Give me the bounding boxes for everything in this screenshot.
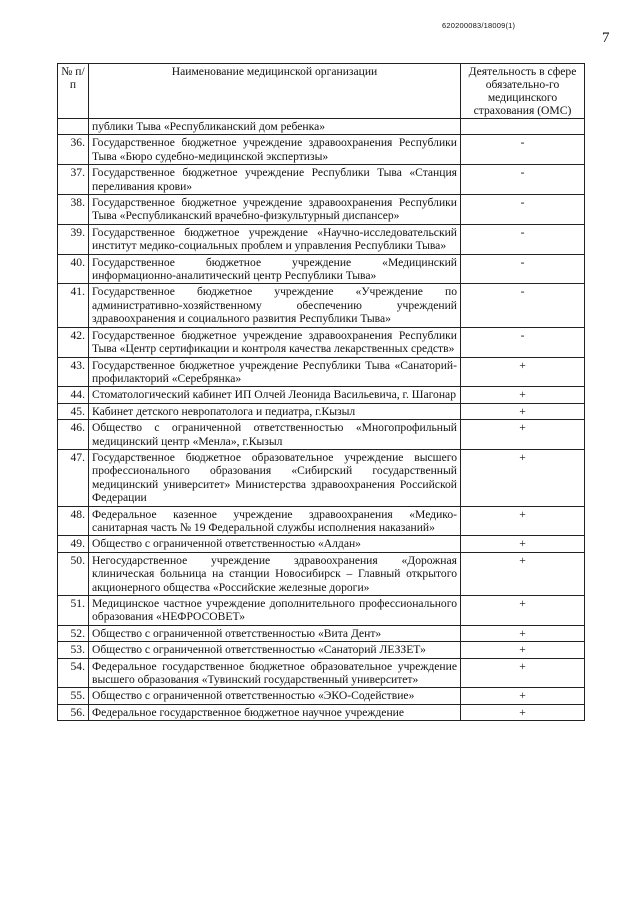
organization-name: Государственное бюджетное учреждение «Учреждение по административно-хозяйственному обеспечению учреждений здравоохранения и социального развития Республики Тыва»: [89, 284, 461, 327]
oms-status: [461, 119, 585, 135]
table-row: [58, 135, 585, 165]
row-number: 53.: [58, 642, 89, 658]
oms-status: +: [461, 449, 585, 506]
organization-name: Общество с ограниченной ответственностью «Алдан»: [89, 536, 461, 552]
organization-name: Государственное бюджетное учреждение здравоохранения Республики Тыва «Бюро судебно-медицинской экспертизы»: [89, 135, 461, 165]
organization-name: Государственное бюджетное учреждение здравоохранения Республики Тыва «Центр сертификации и контроля качества лекарственных средств»: [89, 327, 461, 357]
table-row: [58, 625, 585, 641]
table-row: [58, 403, 585, 419]
table-row: [58, 224, 585, 254]
oms-status: -: [461, 195, 585, 225]
oms-status: +: [461, 387, 585, 403]
oms-status: +: [461, 506, 585, 536]
organization-name: Медицинское частное учреждение дополнительного профессионального образования «НЕФРОСОВЕТ»: [89, 596, 461, 626]
oms-status: +: [461, 642, 585, 658]
oms-status: +: [461, 357, 585, 387]
table-row: [58, 327, 585, 357]
organization-name: Общество с ограниченной ответственностью «Многопрофильный медицинский центр «Менла», г.Кызыл: [89, 420, 461, 450]
table-row: [58, 387, 585, 403]
oms-status: -: [461, 254, 585, 284]
table-row: [58, 552, 585, 595]
row-number: 54.: [58, 658, 89, 688]
row-number: [58, 119, 89, 135]
table-row: [58, 596, 585, 626]
organization-name: Государственное бюджетное учреждение «Медицинский информационно-аналитический центр Республики Тыва»: [89, 254, 461, 284]
organization-name: Негосударственное учреждение здравоохранения «Дорожная клиническая больница на станции Новосибирск – Главный открытого акционерного общества «Российские железные дороги»: [89, 552, 461, 595]
row-number: 50.: [58, 552, 89, 595]
row-number: 47.: [58, 449, 89, 506]
oms-status: +: [461, 704, 585, 720]
column-header-oms: Деятельность в сфере обязательно-го медицинского страхования (ОМС): [461, 64, 585, 119]
oms-status: +: [461, 658, 585, 688]
organization-name: Государственное бюджетное учреждение здравоохранения Республики Тыва «Республиканский врачебно-физкультурный диспансер»: [89, 195, 461, 225]
row-number: 44.: [58, 387, 89, 403]
row-number: 49.: [58, 536, 89, 552]
row-number: 51.: [58, 596, 89, 626]
column-header-number: № п/п: [58, 64, 89, 119]
row-number: 46.: [58, 420, 89, 450]
row-number: 55.: [58, 688, 89, 704]
row-number: 45.: [58, 403, 89, 419]
table-header-row: [58, 64, 585, 119]
document-id: 620200083/18009(1): [442, 21, 516, 30]
organization-name: Общество с ограниченной ответственностью «Вита Дент»: [89, 625, 461, 641]
organization-name: Общество с ограниченной ответственностью «Санаторий ЛЕЗЗЕТ»: [89, 642, 461, 658]
oms-status: +: [461, 596, 585, 626]
oms-status: -: [461, 327, 585, 357]
row-number: 52.: [58, 625, 89, 641]
row-number: 41.: [58, 284, 89, 327]
organization-name: Государственное бюджетное образовательное учреждение высшего профессионального образования «Сибирский государственный медицинский университет» Министерства здравоохранения Российской Федерации: [89, 449, 461, 506]
organization-name: Федеральное государственное бюджетное образовательное учреждение высшего образования «Тувинский государственный университет»: [89, 658, 461, 688]
organizations-table: [57, 63, 585, 721]
column-header-name: Наименование медицинской организации: [89, 64, 461, 119]
organization-name: публики Тыва «Республиканский дом ребенка»: [89, 119, 461, 135]
organization-name: Стоматологический кабинет ИП Олчей Леонида Васильевича, г. Шагонар: [89, 387, 461, 403]
table-row: [58, 704, 585, 720]
organization-name: Государственное бюджетное учреждение «Научно-исследовательский институт медико-социальных проблем и управления Республики Тыва»: [89, 224, 461, 254]
row-number: 38.: [58, 195, 89, 225]
oms-status: +: [461, 403, 585, 419]
oms-status: -: [461, 135, 585, 165]
row-number: 43.: [58, 357, 89, 387]
table-row: [58, 165, 585, 195]
oms-status: +: [461, 536, 585, 552]
table-row: [58, 254, 585, 284]
organization-name: Государственное бюджетное учреждение Республики Тыва «Санаторий-профилакторий «Серебрянка»: [89, 357, 461, 387]
oms-status: -: [461, 224, 585, 254]
organization-name: Кабинет детского невропатолога и педиатра, г.Кызыл: [89, 403, 461, 419]
table-row: [58, 195, 585, 225]
row-number: 39.: [58, 224, 89, 254]
table-row: [58, 536, 585, 552]
row-number: 56.: [58, 704, 89, 720]
oms-status: +: [461, 420, 585, 450]
oms-status: +: [461, 688, 585, 704]
row-number: 37.: [58, 165, 89, 195]
table-row: [58, 642, 585, 658]
row-number: 42.: [58, 327, 89, 357]
oms-status: -: [461, 165, 585, 195]
row-number: 40.: [58, 254, 89, 284]
oms-status: -: [461, 284, 585, 327]
organization-name: Федеральное казенное учреждение здравоохранения «Медико-санитарная часть № 19 Федеральной службы исполнения наказаний»: [89, 506, 461, 536]
table-row: [58, 284, 585, 327]
row-number: 36.: [58, 135, 89, 165]
table-row: [58, 119, 585, 135]
page-number: 7: [602, 30, 610, 46]
table-row: [58, 506, 585, 536]
oms-status: +: [461, 625, 585, 641]
organization-name: Общество с ограниченной ответственностью «ЭКО-Содействие»: [89, 688, 461, 704]
table-row: [58, 688, 585, 704]
organization-name: Государственное бюджетное учреждение Республики Тыва «Станция переливания крови»: [89, 165, 461, 195]
table-row: [58, 449, 585, 506]
oms-status: +: [461, 552, 585, 595]
table-row: [58, 658, 585, 688]
table-row: [58, 357, 585, 387]
table-row: [58, 420, 585, 450]
organization-name: Федеральное государственное бюджетное научное учреждение: [89, 704, 461, 720]
row-number: 48.: [58, 506, 89, 536]
